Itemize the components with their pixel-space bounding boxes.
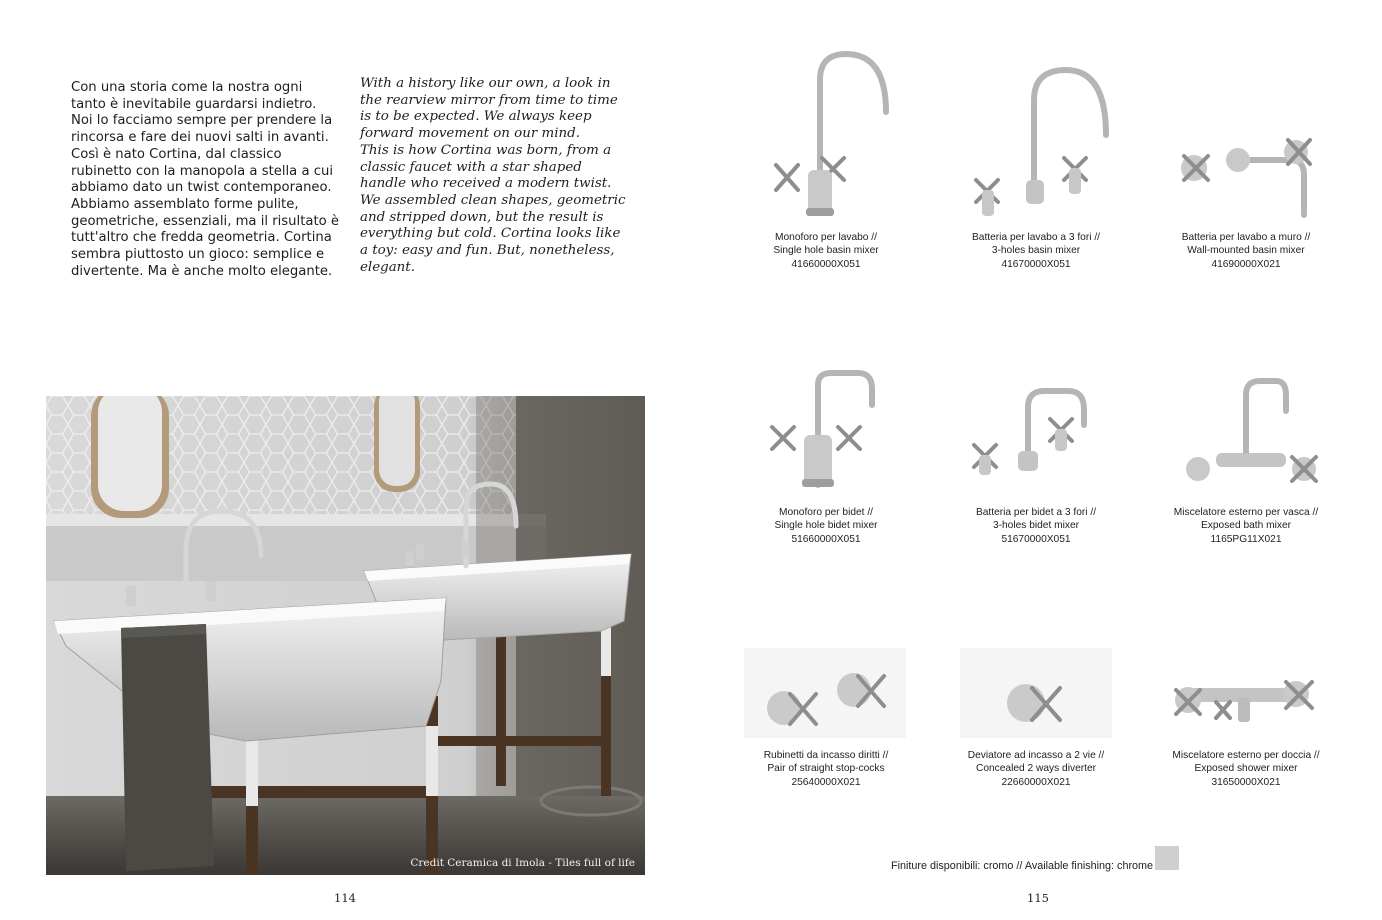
stop-cocks-icon <box>726 648 926 743</box>
intro-it-paragraph-3: Così è nato Cortina, dal classico rubinetto con la manopola a stella a cui abbiamo dato un twist contemporaneo. <box>71 146 333 196</box>
intro-italian-text <box>71 80 341 280</box>
product-code: 31650000X021 <box>1211 776 1281 788</box>
product-name-en: Exposed shower mixer <box>1194 763 1298 775</box>
intro-en-paragraph-2: This is how Cortina was born, from a classic faucet with a star shaped handle who received a modern twist. <box>360 142 612 192</box>
product-name-it: Batteria per bidet a 3 fori // <box>975 507 1097 518</box>
product-name-en: 3-holes bidet mixer <box>992 520 1080 532</box>
product-caption <box>726 749 926 789</box>
three-holes-bidet-mixer-icon <box>936 365 1136 500</box>
bathroom-photo <box>46 396 645 875</box>
page-number-right: 115 <box>1027 891 1049 905</box>
product-name-en: Single hole bidet mixer <box>774 520 878 532</box>
product-name-it: Deviatore ad incasso a 2 vie // <box>967 750 1105 761</box>
product-code: 22660000X021 <box>1001 776 1071 788</box>
product-code: 51670000X051 <box>1001 533 1071 545</box>
product-code: 25640000X021 <box>791 776 861 788</box>
product-name-it: Monoforo per bidet // <box>778 507 873 518</box>
intro-en-paragraph-3: We assembled clean shapes, geometric and stripped down, but the result is everything but cold. Cortina looks like a toy: easy and fun. But, nonetheless, elegant. <box>360 192 626 275</box>
product-name-it: Miscelatore esterno per vasca // <box>1173 507 1319 518</box>
intro-it-paragraph-1: Con una storia come la nostra ogni tanto è inevitabile guardarsi indietro. <box>71 80 317 112</box>
product-name-en: Concealed 2 ways diverter <box>975 763 1097 775</box>
product-name-it: Miscelatore esterno per doccia // <box>1172 750 1320 761</box>
product-name-en: Pair of straight stop-cocks <box>767 763 885 775</box>
product-caption <box>936 749 1136 789</box>
product-code: 1165PG11X021 <box>1210 533 1282 545</box>
product-code: 41660000X051 <box>791 258 861 270</box>
product-name-it: Batteria per lavabo a 3 fori // <box>972 232 1100 243</box>
exposed-bath-mixer-icon <box>1146 365 1346 500</box>
product-caption <box>1146 506 1346 546</box>
product-caption <box>726 506 926 546</box>
photo-credit: Credit Ceramica di Imola - Tiles full of life <box>410 857 635 869</box>
chrome-finish-swatch <box>1155 846 1179 870</box>
three-holes-basin-mixer-icon <box>936 40 1136 225</box>
product-caption <box>1146 749 1346 789</box>
product-code: 41690000X021 <box>1211 258 1281 270</box>
intro-it-paragraph-2: Noi lo facciamo sempre per prendere la rincorsa e fare dei nuovi salti in avanti. <box>71 113 333 146</box>
product-caption <box>1146 231 1346 271</box>
product-name-it: Monoforo per lavabo // <box>775 232 877 243</box>
diverter-icon <box>936 648 1136 743</box>
bathroom-scene-illustration <box>46 396 645 875</box>
product-name-it: Rubinetti da incasso diritti // <box>763 750 889 761</box>
page-number-left: 114 <box>334 891 356 905</box>
product-caption <box>936 506 1136 546</box>
intro-english-text <box>360 76 630 276</box>
single-hole-bidet-mixer-icon <box>726 365 926 500</box>
intro-en-paragraph-1: With a history like our own, a look in the rearview mirror from time to time is to be expected. We always keep forward movement on our mind. <box>360 76 618 142</box>
wall-mounted-basin-mixer-icon <box>1146 40 1346 225</box>
product-caption <box>936 231 1136 271</box>
product-code: 51660000X051 <box>791 533 861 545</box>
single-hole-basin-mixer-icon <box>726 40 926 225</box>
product-name-en: Wall-mounted basin mixer <box>1187 245 1305 257</box>
product-name-it: Batteria per lavabo a muro // <box>1181 232 1311 243</box>
intro-it-paragraph-4: Abbiamo assemblato forme pulite, geometriche, essenziali, ma il risultato è tutt'altro che fredda geometria. Cortina sembra piuttosto un gioco: semplice e divertente. Ma è anche molto elegante. <box>71 196 339 279</box>
product-name-en: 3-holes basin mixer <box>991 245 1081 257</box>
product-code: 41670000X051 <box>1001 258 1071 270</box>
available-finishing-note: Finiture disponibili: cromo // Available finishing: chrome <box>891 860 1154 872</box>
exposed-shower-mixer-icon <box>1146 648 1346 743</box>
product-name-en: Single hole basin mixer <box>773 245 879 257</box>
product-caption <box>726 231 926 271</box>
product-name-en: Exposed bath mixer <box>1200 520 1292 532</box>
